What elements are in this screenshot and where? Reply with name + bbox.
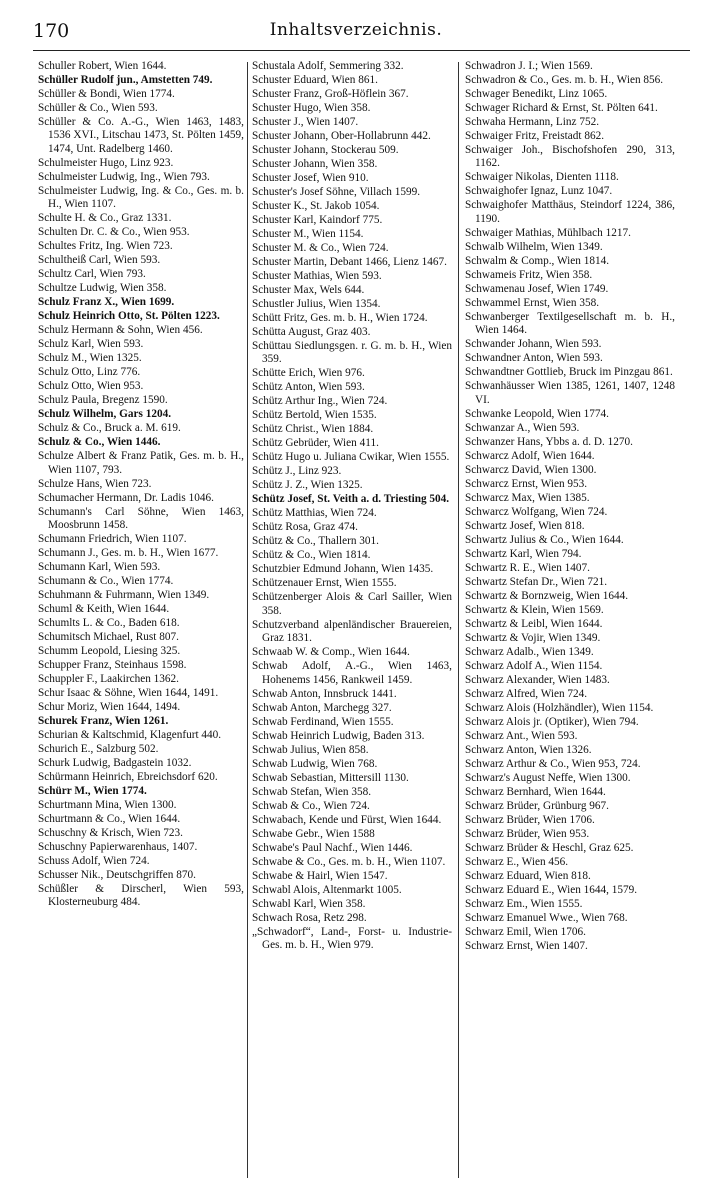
- index-entry: Schwab Julius, Wien 858.: [252, 743, 369, 756]
- index-entry: Schwarcz Max, Wien 1385.: [465, 491, 590, 504]
- index-entry: Schulz Paula, Bregenz 1590.: [38, 394, 168, 407]
- index-entry: Schwamenau Josef, Wien 1749.: [465, 282, 609, 295]
- index-entry: Schulz Otto, Linz 776.: [38, 366, 141, 379]
- index-entry: Schultheiß Carl, Wien 593.: [38, 254, 161, 267]
- index-entry: Schürr M., Wien 1774.: [38, 785, 147, 798]
- index-entry: Schultz Carl, Wien 793.: [38, 268, 146, 281]
- index-entry: Schwandtner Gottlieb, Bruck im Pinzgau 861.: [465, 366, 673, 379]
- index-entry: Schurk Ludwig, Badgastein 1032.: [38, 757, 192, 770]
- index-entry: Schulz & Co., Wien 1446.: [38, 436, 161, 449]
- index-entry: Schwab Adolf, A.-G., Wien 1463, Hohenems 1456, Rankweil 1459.: [252, 660, 452, 686]
- index-entry: Schütz Matthias, Wien 724.: [252, 507, 377, 520]
- index-column-3: [465, 60, 675, 954]
- index-entry: Schwartz & Leibl, Wien 1644.: [465, 617, 603, 630]
- index-entry: Schulten Dr. C. & Co., Wien 953.: [38, 226, 190, 239]
- index-entry: Schumitsch Michael, Rust 807.: [38, 631, 179, 644]
- index-entry: Schüller Rudolf jun., Amstetten 749.: [38, 74, 213, 86]
- index-entry: Schumann Friedrich, Wien 1107.: [38, 533, 187, 546]
- index-entry: Schulz M., Wien 1325.: [38, 352, 142, 365]
- column-divider: [458, 62, 459, 1178]
- index-entry: Schütz Bertold, Wien 1535.: [252, 409, 377, 422]
- index-entry: Schurek Franz, Wien 1261.: [38, 715, 169, 728]
- index-entry: Schuster Eduard, Wien 861.: [252, 74, 378, 86]
- index-entry: Schwabe Gebr., Wien 1588: [252, 827, 375, 840]
- index-entry: Schwaab W. & Comp., Wien 1644.: [252, 646, 410, 659]
- index-entry: Schwadron & Co., Ges. m. b. H., Wien 856.: [465, 74, 664, 86]
- index-entry: Schwabe's Paul Nachf., Wien 1446.: [252, 841, 413, 854]
- header-rule: [33, 50, 690, 51]
- index-entry: Schütz Josef, St. Veith a. d. Triesting 504.: [252, 493, 450, 506]
- index-entry: Schwager Richard & Ernst, St. Pölten 641.: [465, 102, 658, 114]
- index-entry: Schutzbier Edmund Johann, Wien 1435.: [252, 563, 434, 576]
- index-entry: Schwammel Ernst, Wien 358.: [465, 296, 600, 309]
- index-entry: Schwarz Emil, Wien 1706.: [465, 925, 586, 938]
- index-entry: Schwabl Karl, Wien 358.: [252, 897, 366, 910]
- index-entry: Schwartz & Bornzweig, Wien 1644.: [465, 589, 629, 602]
- index-entry: Schwarz Eduard, Wien 818.: [465, 869, 591, 882]
- index-entry: Schwab & Co., Wien 724.: [252, 799, 370, 812]
- index-entry: Schwarcz Ernst, Wien 953.: [465, 477, 588, 490]
- index-entry: Schwarz Alois (Holzhändler), Wien 1154.: [465, 701, 654, 714]
- index-entry: Schwab Heinrich Ludwig, Baden 313.: [252, 729, 425, 742]
- index-entry: Schumann's Carl Söhne, Wien 1463, Moosbrunn 1458.: [38, 505, 244, 532]
- index-entry: Schwandner Anton, Wien 593.: [465, 352, 603, 365]
- index-entry: Schustala Adolf, Semmering 332.: [252, 60, 404, 72]
- index-entry: Schwarz Brüder, Wien 953.: [465, 827, 590, 840]
- index-entry: Schwartz & Klein, Wien 1569.: [465, 603, 604, 616]
- index-entry: Schuster Josef, Wien 910.: [252, 172, 369, 184]
- index-entry: Schütz Rosa, Graz 474.: [252, 521, 358, 534]
- index-entry: Schuhmann & Fuhrmann, Wien 1349.: [38, 589, 210, 602]
- index-entry: Schulz Wilhelm, Gars 1204.: [38, 408, 172, 421]
- index-entry: Schwaiger Mathias, Mühlbach 1217.: [465, 226, 631, 239]
- index-entry: Schwarz Anton, Wien 1326.: [465, 743, 592, 756]
- index-entry: Schumann Karl, Wien 593.: [38, 561, 161, 574]
- index-entry: Schuster Johann, Wien 358.: [252, 158, 378, 170]
- index-entry: Schulze Albert & Franz Patik, Ges. m. b. H., Wien 1107, 793.: [38, 450, 244, 476]
- index-entry: Schuller Robert, Wien 1644.: [38, 60, 167, 72]
- index-entry: Schwarcz Adolf, Wien 1644.: [465, 449, 595, 462]
- index-entry: Schwarz E., Wien 456.: [465, 855, 569, 868]
- index-entry: Schulz Otto, Wien 953.: [38, 380, 144, 393]
- index-entry: Schürmann Heinrich, Ebreichsdorf 620.: [38, 771, 218, 784]
- index-entry: Schützenauer Ernst, Wien 1555.: [252, 577, 397, 590]
- index-entry: Schurtmann Mina, Wien 1300.: [38, 799, 177, 812]
- index-entry: Schwanke Leopold, Wien 1774.: [465, 407, 609, 420]
- index-entry: Schwameis Fritz, Wien 358.: [465, 268, 593, 281]
- index-entry: Schütz Christ., Wien 1884.: [252, 423, 374, 436]
- index-entry: Schwab Ludwig, Wien 768.: [252, 757, 378, 770]
- index-entry: Schüller & Co. A.-G., Wien 1463, 1483, 1536 XVI., Litschau 1473, St. Pölten 1459, 1474, Unt. Radelberg 1460.: [38, 116, 244, 155]
- index-entry: Schuster's Josef Söhne, Villach 1599.: [252, 186, 421, 198]
- index-entry: Schwanzer Hans, Ybbs a. d. D. 1270.: [465, 435, 633, 448]
- index-entry: Schwanzar A., Wien 593.: [465, 421, 580, 434]
- index-entry: Schwarcz David, Wien 1300.: [465, 463, 597, 476]
- index-entry: Schulze Hans, Wien 723.: [38, 477, 152, 490]
- index-entry: Schumm Leopold, Liesing 325.: [38, 645, 181, 658]
- index-entry: Schwaighofer Matthäus, Steindorf 1224, 386, 1190.: [465, 199, 675, 225]
- index-entry: Schwander Johann, Wien 593.: [465, 338, 602, 351]
- index-entry: Schwab Anton, Marchegg 327.: [252, 701, 392, 714]
- index-entry: Schwab Anton, Innsbruck 1441.: [252, 687, 397, 700]
- index-entry: Schulz & Co., Bruck a. M. 619.: [38, 422, 181, 435]
- index-entry: Schwalm & Comp., Wien 1814.: [465, 254, 610, 267]
- index-entry: Schulte H. & Co., Graz 1331.: [38, 212, 172, 225]
- index-entry: Schuschny Papierwarenhaus, 1407.: [38, 841, 198, 854]
- index-entry: Schuppler F., Laakirchen 1362.: [38, 673, 179, 686]
- index-entry: Schultze Ludwig, Wien 358.: [38, 282, 167, 295]
- index-entry: Schulz Hermann & Sohn, Wien 456.: [38, 324, 203, 337]
- index-entry: Schwarz Alois jr. (Optiker), Wien 794.: [465, 715, 639, 728]
- index-entry: „Schwadorf“, Land-, Forst- u. Industrie-Ges. m. b. H., Wien 979.: [252, 925, 452, 952]
- index-entry: Schupper Franz, Steinhaus 1598.: [38, 659, 187, 672]
- index-entry: Schuster Hugo, Wien 358.: [252, 102, 371, 114]
- index-entry: Schwab Ferdinand, Wien 1555.: [252, 715, 394, 728]
- index-entry: Schwartz & Vojir, Wien 1349.: [465, 631, 601, 644]
- index-entry: Schüller & Bondi, Wien 1774.: [38, 88, 175, 100]
- index-entry: Schwarz Adolf A., Wien 1154.: [465, 659, 603, 672]
- index-entry: Schuml & Keith, Wien 1644.: [38, 603, 170, 616]
- index-entry: Schwarz Bernhard, Wien 1644.: [465, 785, 606, 798]
- index-entry: Schuster Johann, Ober-Hollabrunn 442.: [252, 130, 431, 142]
- index-entry: Schultes Fritz, Ing. Wien 723.: [38, 240, 173, 253]
- index-entry: Schwartz Julius & Co., Wien 1644.: [465, 533, 624, 546]
- index-entry: Schütt Fritz, Ges. m. b. H., Wien 1724.: [252, 312, 428, 324]
- index-entry: Schwarz Eduard E., Wien 1644, 1579.: [465, 883, 638, 896]
- index-entry: Schütta August, Graz 403.: [252, 326, 371, 338]
- index-entry: Schwarcz Wolfgang, Wien 724.: [465, 505, 608, 518]
- index-entry: Schuster M., Wien 1154.: [252, 228, 364, 240]
- index-entry: Schuster Franz, Groß-Höflein 367.: [252, 88, 409, 100]
- index-entry: Schuschny & Krisch, Wien 723.: [38, 827, 183, 840]
- index-entry: Schusser Nik., Deutschgriffen 870.: [38, 869, 196, 882]
- index-entry: Schulz Franz X., Wien 1699.: [38, 296, 175, 309]
- index-entry: Schulmeister Hugo, Linz 923.: [38, 156, 174, 169]
- index-entry: Schütz & Co., Thallern 301.: [252, 535, 379, 548]
- column-divider: [247, 62, 248, 1178]
- index-entry: Schwanhäusser Wien 1385, 1261, 1407, 1248 VI.: [465, 380, 675, 406]
- index-entry: Schwarz Em., Wien 1555.: [465, 897, 583, 910]
- index-entry: Schwab Stefan, Wien 358.: [252, 785, 372, 798]
- index-entry: Schur Moriz, Wien 1644, 1494.: [38, 701, 181, 714]
- index-entry: Schwaighofer Ignaz, Lunz 1047.: [465, 185, 613, 198]
- index-entry: Schütz J., Linz 923.: [252, 465, 342, 478]
- index-entry: Schwarz Adalb., Wien 1349.: [465, 645, 594, 658]
- index-entry: Schwarz Ernst, Wien 1407.: [465, 939, 588, 952]
- index-entry: Schuster M. & Co., Wien 724.: [252, 242, 389, 254]
- index-entry: Schwarz Brüder, Grünburg 967.: [465, 799, 609, 812]
- index-entry: Schuster Johann, Stockerau 509.: [252, 144, 399, 156]
- index-entry: Schüßler & Dirscherl, Wien 593, Klosterneuburg 484.: [38, 883, 244, 909]
- index-entry: Schulmeister Ludwig, Ing., Wien 793.: [38, 170, 210, 183]
- index-entry: Schwabe & Co., Ges. m. b. H., Wien 1107.: [252, 855, 446, 868]
- index-entry: Schutzverband alpenländischer Brauereien, Graz 1831.: [252, 618, 452, 645]
- index-column-1: [38, 60, 244, 910]
- index-entry: Schwager Benedikt, Linz 1065.: [465, 88, 608, 100]
- index-column-2: [252, 60, 452, 953]
- index-entry: Schumlts L. & Co., Baden 618.: [38, 617, 180, 630]
- index-entry: Schustler Julius, Wien 1354.: [252, 298, 381, 310]
- index-entry: Schwabl Alois, Altenmarkt 1005.: [252, 883, 402, 896]
- index-entry: Schumacher Hermann, Dr. Ladis 1046.: [38, 491, 214, 504]
- index-entry: Schütte Erich, Wien 976.: [252, 367, 365, 380]
- index-entry: Schur Isaac & Söhne, Wien 1644, 1491.: [38, 687, 219, 700]
- index-entry: Schwabe & Hairl, Wien 1547.: [252, 869, 388, 882]
- index-entry: Schwarz Arthur & Co., Wien 953, 724.: [465, 757, 641, 770]
- index-entry: Schwaiger Fritz, Freistadt 862.: [465, 130, 605, 142]
- index-entry: Schütz Anton, Wien 593.: [252, 381, 365, 394]
- index-entry: Schwadron J. I.; Wien 1569.: [465, 60, 593, 72]
- index-entry: Schütz J. Z., Wien 1325.: [252, 479, 363, 492]
- index-entry: Schuss Adolf, Wien 724.: [38, 855, 150, 868]
- index-entry: Schütz Arthur Ing., Wien 724.: [252, 395, 388, 408]
- index-entry: Schwach Rosa, Retz 298.: [252, 911, 367, 924]
- index-entry: Schütz Hugo u. Juliana Cwikar, Wien 1555.: [252, 451, 450, 464]
- index-entry: Schulz Karl, Wien 593.: [38, 338, 144, 351]
- index-entry: Schwartz Stefan Dr., Wien 721.: [465, 575, 608, 588]
- index-entry: Schwartz Karl, Wien 794.: [465, 547, 582, 560]
- index-entry: Schüttau Siedlungsgen. r. G. m. b. H., Wien 359.: [252, 340, 452, 366]
- index-entry: Schwarz Ant., Wien 593.: [465, 729, 578, 742]
- index-entry: Schwaiger Nikolas, Dienten 1118.: [465, 171, 619, 184]
- index-entry: Schüller & Co., Wien 593.: [38, 102, 158, 114]
- index-entry: Schurich E., Salzburg 502.: [38, 743, 159, 756]
- index-entry: Schwalb Wilhelm, Wien 1349.: [465, 240, 603, 253]
- index-entry: Schumann & Co., Wien 1774.: [38, 575, 174, 588]
- index-entry: Schütz Gebrüder, Wien 411.: [252, 437, 379, 450]
- page-number: 170: [33, 20, 70, 42]
- index-entry: Schwarz Brüder, Wien 1706.: [465, 813, 595, 826]
- index-entry: Schumann J., Ges. m. b. H., Wien 1677.: [38, 547, 219, 560]
- index-entry: Schwarz Alfred, Wien 724.: [465, 687, 588, 700]
- index-entry: Schwabach, Kende und Fürst, Wien 1644.: [252, 813, 442, 826]
- index-entry: Schütz & Co., Wien 1814.: [252, 549, 371, 562]
- index-entry: Schuster K., St. Jakob 1054.: [252, 200, 380, 212]
- index-entry: Schwab Sebastian, Mittersill 1130.: [252, 771, 409, 784]
- index-entry: Schurian & Kaltschmid, Klagenfurt 440.: [38, 729, 222, 742]
- index-entry: Schwaiger Joh., Bischofshofen 290, 313, 1162.: [465, 144, 675, 170]
- index-entry: Schuster Max, Wels 644.: [252, 284, 365, 296]
- index-entry: Schuster Karl, Kaindorf 775.: [252, 214, 383, 226]
- index-entry: Schwarz Brüder & Heschl, Graz 625.: [465, 841, 634, 854]
- index-entry: Schwartz Josef, Wien 818.: [465, 519, 585, 532]
- index-entry: Schwarz Alexander, Wien 1483.: [465, 673, 610, 686]
- index-entry: Schuster Martin, Debant 1466, Lienz 1467.: [252, 256, 447, 268]
- index-entry: Schwarz's August Neffe, Wien 1300.: [465, 771, 631, 784]
- index-entry: Schwanberger Textilgesellschaft m. b. H., Wien 1464.: [465, 310, 675, 337]
- index-entry: Schulmeister Ludwig, Ing. & Co., Ges. m. b. H., Wien 1107.: [38, 184, 244, 211]
- index-entry: Schurtmann & Co., Wien 1644.: [38, 813, 181, 826]
- index-entry: Schulz Heinrich Otto, St. Pölten 1223.: [38, 310, 220, 323]
- index-entry: Schwaha Hermann, Linz 752.: [465, 116, 600, 128]
- index-entry: Schwartz R. E., Wien 1407.: [465, 561, 590, 574]
- index-entry: Schützenberger Alois & Carl Sailler, Wien 358.: [252, 591, 452, 617]
- index-entry: Schuster J., Wien 1407.: [252, 116, 359, 128]
- index-entry: Schuster Mathias, Wien 593.: [252, 270, 382, 282]
- page-title: Inhaltsverzeichnis.: [269, 20, 443, 40]
- index-entry: Schwarz Emanuel Wwe., Wien 768.: [465, 911, 628, 924]
